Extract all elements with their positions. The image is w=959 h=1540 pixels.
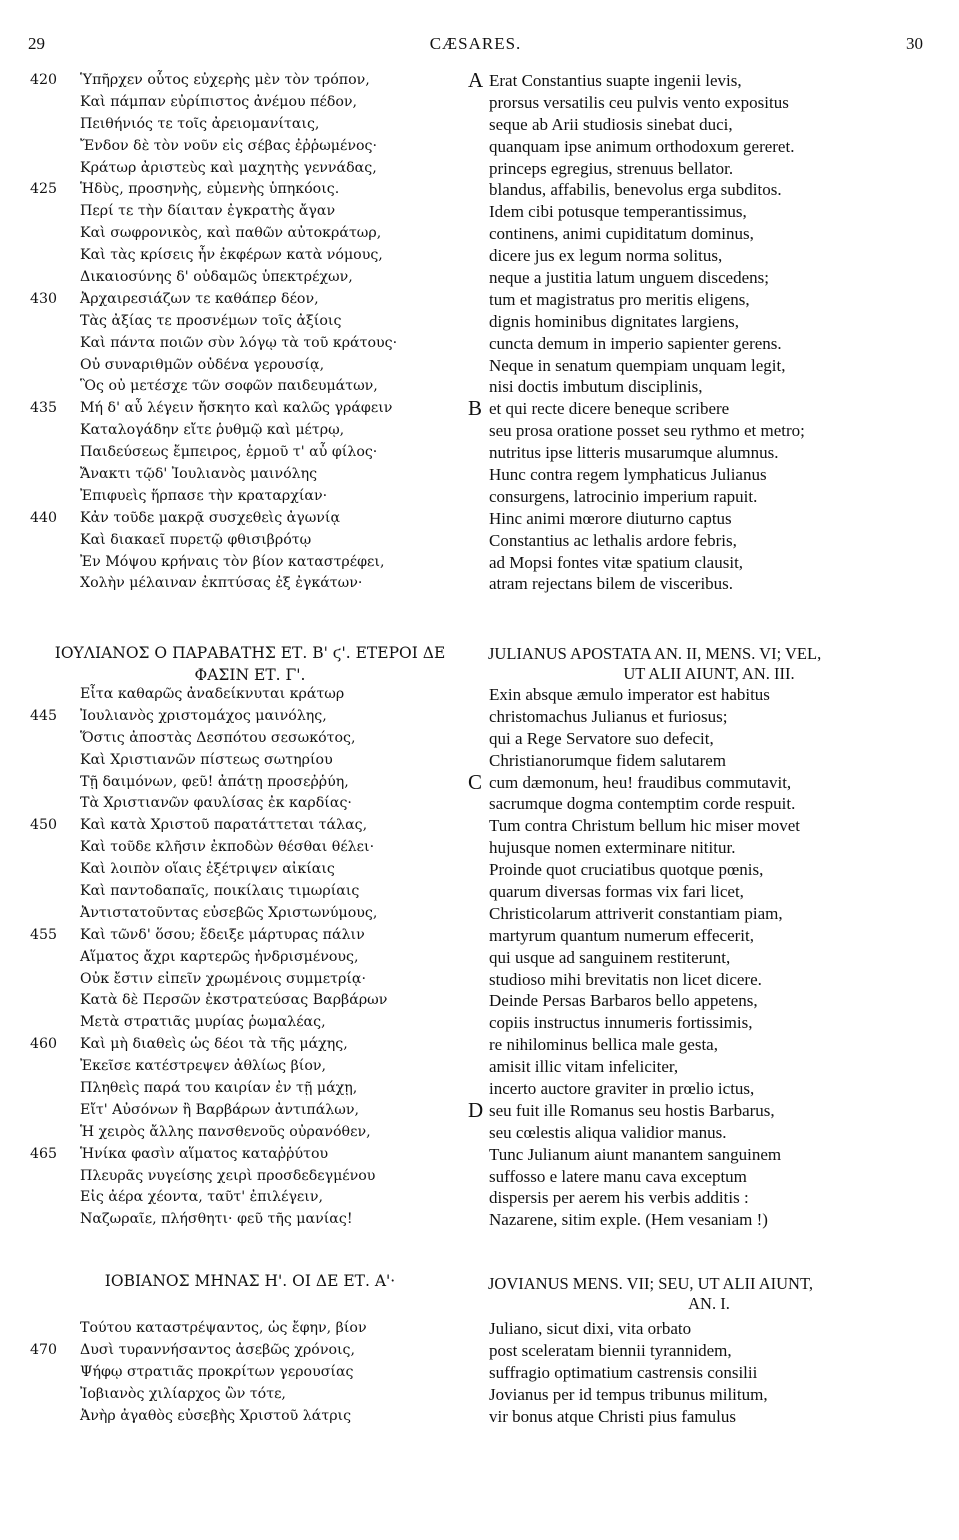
greek-verse-line [30, 990, 470, 1012]
latin-verse-line [470, 684, 930, 706]
greek-section-heading-jovian: ΙΟΒΙΑΝΟΣ ΜΗΝΑΣ Η'. ΟΙ ΔΕ ΕΤ. Α'· [104, 1272, 396, 1290]
greek-verse-line [30, 398, 470, 420]
latin-verse-line [470, 530, 930, 552]
latin-verse-text: hujusque nomen exterminare nititur. [489, 838, 736, 858]
greek-verse-text: Κἀν τοῦδε μακρᾷ συσχεθεὶς ἀγωνίᾳ [80, 509, 341, 526]
greek-verse-text: Εἴτ' Αὐσόνων ἢ Βαρβάρων ἀντιπάλων, [80, 1101, 360, 1118]
latin-verse-text: cuncta demum in imperio sapienter gerens. [489, 333, 782, 353]
latin-verse-line [470, 1144, 930, 1166]
greek-verse-line [30, 1340, 470, 1362]
latin-verse-line [470, 1318, 930, 1340]
latin-verse-text: suffosso e latere manu cava exceptum [489, 1166, 747, 1186]
margin-letter: D [468, 1097, 484, 1122]
greek-verse-text: Καὶ λοιπὸν οἵαις ἐξέτριψεν αἰκίαις [80, 861, 335, 878]
greek-verse-text: Καὶ τοῦδε κλῆσιν ἐκποδὼν θέσθαι θέλει· [80, 839, 375, 856]
latin-verse-line [470, 706, 930, 728]
latin-verse-text: seu cœlestis aliqua validior manus. [489, 1122, 727, 1142]
greek-verse-text: Καὶ πάντα ποιῶν σὺν λόγῳ τὰ τοῦ κράτους· [80, 334, 398, 351]
latin-verse-text: Juliano, sicut dixi, vita orbato [489, 1319, 692, 1338]
greek-verse-line [30, 1078, 470, 1100]
verse-number: 465 [30, 1145, 58, 1162]
greek-verse-text: Πληθεὶς παρά του καιρίαν ἐν τῇ μάχῃ, [80, 1080, 358, 1097]
latin-verse-line [470, 573, 930, 595]
greek-verse-text: Ἐν Μόψου κρήναις τὸν βίον καταστρέφει, [80, 553, 385, 570]
latin-verse-line [470, 1012, 930, 1034]
greek-verse-line [30, 92, 470, 114]
greek-verse-text: Μετὰ στρατιᾶς μυρίας ῥωμαλέας, [80, 1014, 326, 1031]
latin-verse-line [470, 1209, 930, 1231]
margin-letter: C [468, 769, 483, 794]
greek-verse-line [30, 793, 470, 815]
latin-verse-text: et qui recte dicere beneque scribere [489, 399, 730, 419]
greek-verse-block-3 [30, 1318, 470, 1427]
latin-verse-text: vir bonus atque Christi pius famulus [489, 1406, 736, 1426]
greek-verse-text: Αἵματος ἄχρι καρτερῶς ἠνδρισμένους, [80, 948, 359, 965]
greek-verse-line [30, 925, 470, 947]
latin-verse-line [470, 1406, 930, 1428]
latin-verse-text: Constantius ac lethalis ardore febris, [489, 530, 737, 550]
latin-heading-jovian-line2: AN. I. [688, 1294, 730, 1313]
latin-verse-line [470, 990, 930, 1012]
latin-verse-line [470, 881, 930, 903]
greek-verse-line [30, 136, 470, 158]
verse-number: 450 [30, 817, 58, 834]
greek-verse-text: Οὐ συναριθμῶν οὐδένα γερουσίᾳ, [80, 356, 325, 373]
verse-number: 445 [30, 707, 58, 724]
verse-number: 460 [30, 1036, 58, 1053]
greek-verse-line [30, 508, 470, 530]
latin-heading-jovian-line1: JOVIANUS MENS. VII; SEU, UT ALII AIUNT, [488, 1274, 813, 1293]
latin-verse-line [470, 969, 930, 991]
greek-verse-text: Ἐκεῖσε κατέστρεψεν ἀθλίως βίον, [80, 1058, 327, 1075]
greek-verse-text: Παιδεύσεως ἔμπειρος, ἑρμοῦ τ' αὖ φίλος· [80, 444, 378, 461]
latin-verse-text: consurgens, latrocinio imperium rapuit. [489, 486, 758, 506]
greek-verse-text: Κατὰ δὲ Περσῶν ἐκστρατεύσας Βαρβάρων [80, 992, 388, 1009]
latin-verse-text: sacrumque dogma contemptim corde respuit. [489, 794, 796, 814]
latin-verse-text: dignis hominibus dignitates largiens, [489, 311, 739, 331]
greek-verse-text: Ἀρχαιρεσιάζων τε καθάπερ δέον, [80, 290, 319, 307]
verse-number: 455 [30, 926, 58, 943]
latin-verse-block-2 [470, 684, 930, 1231]
latin-verse-text: neque a justitia latum unguem discedens; [489, 268, 769, 288]
greek-verse-line [30, 267, 470, 289]
verse-number: 440 [30, 509, 58, 526]
greek-verse-text: Τῇ δαιμόνων, φεῦ! ἀπάτῃ προσεῤῥύη, [80, 773, 349, 790]
latin-verse-text: martyrum quantum numerum effecerit, [489, 925, 754, 945]
greek-verse-text: Μή δ' αὖ λέγειν ἤσκητο καὶ καλῶς γράφειν [80, 400, 393, 417]
greek-verse-line [30, 969, 470, 991]
greek-section-heading-julian: ΙΟΥΛΙΑΝΟΣ Ο ΠΑΡΑΒΑΤΗΣ ΕΤ. Β' ϛ'. ΕΤΕΡΟΙ ΔΕ ΦΑΣΙΝ ΕΤ. Γ'. [54, 644, 446, 684]
latin-verse-line [470, 398, 930, 420]
latin-verse-line [470, 245, 930, 267]
greek-verse-line [30, 1100, 470, 1122]
latin-verse-line [470, 1362, 930, 1384]
latin-verse-line [470, 355, 930, 377]
latin-verse-text: dispersis per aerem his verbis additis : [489, 1188, 749, 1208]
latin-verse-line [470, 1078, 930, 1100]
latin-verse-text: tum et magistratus pro meritis eligens, [489, 289, 750, 309]
greek-verse-line [30, 179, 470, 201]
greek-verse-line [30, 903, 470, 925]
greek-verse-line [30, 1144, 470, 1166]
latin-verse-line [470, 114, 930, 136]
margin-letter: A [468, 68, 484, 92]
latin-verse-text: copiis instructus innumeris fortissimis, [489, 1013, 753, 1033]
greek-verse-text: Κράτωρ ἀριστεὺς καὶ μαχητὴς γεννάδας, [80, 159, 377, 176]
latin-verse-line [470, 1187, 930, 1209]
latin-verse-text: quanquam ipse animum orthodoxum gereret. [489, 136, 795, 156]
latin-verse-line [470, 333, 930, 355]
latin-verse-line [470, 92, 930, 114]
greek-verse-line [30, 947, 470, 969]
latin-verse-line [470, 837, 930, 859]
greek-verse-text: Ἡνίκα φασὶν αἵματος καταῤῥύτου [80, 1145, 329, 1162]
greek-verse-line [30, 530, 470, 552]
latin-verse-text: qui usque ad sanguinem restiterunt, [489, 947, 731, 967]
greek-verse-text: Ὃς οὐ μετέσχε τῶν σοφῶν παιδευμάτων, [80, 378, 378, 395]
greek-verse-text: Εἰς ἀέρα χέοντα, ταῦτ' ἐπιλέγειν, [80, 1189, 323, 1206]
greek-verse-text: Ἄνακτι τῷδ' Ἰουλιανὸς μαινόλης [80, 466, 318, 483]
latin-verse-line [470, 267, 930, 289]
latin-verse-line [470, 1166, 930, 1188]
latin-verse-text: Erat Constantius suapte ingenii levis, [489, 71, 742, 90]
greek-verse-text: Καὶ τὰς κρίσεις ἦν ἐκφέρων κατὰ νόμους, [80, 247, 383, 264]
verse-number: 430 [30, 290, 58, 307]
latin-verse-text: Neque in senatum quempiam unquam legit, [489, 355, 786, 375]
latin-verse-line [470, 1122, 930, 1144]
greek-verse-line [30, 552, 470, 574]
latin-verse-line [470, 1340, 930, 1362]
latin-verse-line [470, 859, 930, 881]
latin-verse-line [470, 289, 930, 311]
greek-verse-text: Καὶ διακαεῖ πυρετῷ φθισιβρότῳ [80, 531, 312, 548]
latin-verse-text: qui a Rege Servatore suo defecit, [489, 728, 714, 748]
greek-verse-text: Πειθήνιός τε τοῖς ἀρειομανίταις, [80, 115, 320, 132]
running-header [28, 34, 923, 54]
latin-verse-text: Deinde Persas Barbaros bello appetens, [489, 991, 758, 1011]
greek-verse-text: Ἡδὺς, προσηνὴς, εὐμενὴς ὑπηκόοις. [80, 181, 340, 198]
latin-verse-line [470, 815, 930, 837]
greek-verse-line [30, 486, 470, 508]
latin-verse-block-1 [470, 70, 930, 595]
greek-verse-text: Ψήφῳ στρατιᾶς προκρίτων γερουσίας [80, 1363, 354, 1380]
greek-verse-text: Ναζωραῖε, πλήσθητι· φεῦ τῆς μανίας! [80, 1211, 353, 1228]
greek-verse-line [30, 158, 470, 180]
greek-verse-line [30, 311, 470, 333]
latin-verse-text: nisi doctis imbutum disciplinis, [489, 377, 703, 397]
greek-verse-text: Ἰουλιανὸς χριστομάχος μαινόλης, [80, 707, 327, 724]
greek-verse-line [30, 815, 470, 837]
latin-verse-text: amisit illic vitam infeliciter, [489, 1057, 679, 1077]
greek-verse-text: Ὅστις ἀποστὰς Δεσπότου σεσωκότος, [80, 729, 356, 746]
latin-verse-text: dicere jus ex legum norma solitus, [489, 246, 723, 266]
greek-verse-text: Τούτου καταστρέψαντος, ὡς ἔφην, βίον [80, 1320, 367, 1336]
latin-verse-line [470, 179, 930, 201]
greek-verse-text: Ἀντιστατοῦντας εὐσεβῶς Χριστωνύμους, [80, 904, 378, 921]
right-page-number: 30 [906, 34, 923, 53]
running-title: CÆSARES. [429, 34, 522, 53]
latin-verse-line [470, 464, 930, 486]
greek-verse-line [30, 859, 470, 881]
latin-verse-line [470, 376, 930, 398]
latin-verse-text: seu prosa oratione posset seu rythmo et metro; [489, 421, 805, 441]
greek-verse-line [30, 1122, 470, 1144]
latin-verse-text: seque ab Arii studiosis sinebat duci, [489, 114, 733, 134]
greek-verse-text: Καὶ πάμπαν εὐρίπιστος ἀνέμου πέδον, [80, 93, 358, 110]
latin-verse-text: cum dæmonum, heu! fraudibus commutavit, [489, 772, 792, 792]
greek-verse-line [30, 837, 470, 859]
latin-verse-line [470, 508, 930, 530]
latin-verse-line [470, 925, 930, 947]
left-page-number: 29 [28, 34, 45, 53]
latin-verse-text: Exin absque æmulo imperator est habitus [489, 685, 770, 704]
greek-verse-line [30, 1056, 470, 1078]
latin-verse-line [470, 311, 930, 333]
margin-letter: B [468, 396, 483, 421]
greek-verse-text: Καὶ μὴ διαθεὶς ὡς δέοι τὰ τῆς μάχης, [80, 1036, 348, 1053]
verse-number: 435 [30, 400, 58, 417]
greek-verse-line [30, 1209, 470, 1231]
latin-verse-text: prorsus versatilis ceu pulvis vento expositus [489, 92, 789, 112]
greek-verse-text: Πλευρᾶς νυγείσης χειρὶ προσδεδεγμένου [80, 1167, 376, 1184]
latin-verse-text: Jovianus per id tempus tribunus militum, [489, 1384, 768, 1404]
greek-verse-line [30, 464, 470, 486]
latin-verse-line [470, 903, 930, 925]
greek-verse-line [30, 881, 470, 903]
greek-verse-text: Τὰ Χριστιανῶν φαυλίσας ἐκ καρδίας· [80, 795, 352, 812]
latin-verse-text: post sceleratam biennii tyrannidem, [489, 1340, 732, 1360]
greek-verse-line [30, 114, 470, 136]
greek-verse-line [30, 684, 470, 706]
greek-verse-text: Χολὴν μέλαιναν ἐκπτύσας ἐξ ἐγκάτων· [80, 575, 363, 592]
latin-verse-line [470, 793, 930, 815]
latin-verse-line [470, 1034, 930, 1056]
latin-verse-line [470, 552, 930, 574]
latin-section-heading-julian [470, 644, 930, 684]
greek-verse-line [30, 201, 470, 223]
latin-verse-text: re nihilominus bellica male gesta, [489, 1035, 718, 1055]
greek-verse-line [30, 289, 470, 311]
verse-number: 470 [30, 1341, 58, 1358]
latin-verse-text: nutritus ipse litteris musarumque alumnus. [489, 443, 779, 463]
greek-verse-text: Ἰοβιανὸς χιλίαρχος ὢν τότε, [80, 1385, 286, 1402]
latin-verse-line [470, 947, 930, 969]
latin-verse-text: seu fuit ille Romanus seu hostis Barbarus, [489, 1100, 775, 1120]
greek-verse-line [30, 1362, 470, 1384]
greek-verse-line [30, 1318, 470, 1340]
greek-verse-line [30, 1384, 470, 1406]
latin-verse-line [470, 158, 930, 180]
latin-verse-line [470, 1384, 930, 1406]
greek-verse-text: Καὶ παντοδαπαῖς, ποικίλαις τιμωρίαις [80, 883, 360, 900]
latin-verse-text: quarum diversas formas vix fari licet, [489, 882, 744, 902]
latin-verse-line [470, 728, 930, 750]
latin-verse-text: Hunc contra regem lymphaticus Julianus [489, 465, 767, 485]
latin-verse-text: Tunc Julianum aiunt manantem sanguinem [489, 1144, 782, 1164]
greek-verse-text: Περί τε τὴν δίαιταν ἐγκρατὴς ἄγαν [80, 203, 336, 220]
greek-verse-block-2 [30, 684, 470, 1231]
latin-heading-julian-line2: UT ALII AIUNT, AN. III. [623, 664, 795, 683]
latin-verse-line [470, 750, 930, 772]
greek-verse-text: Ἀνὴρ ἀγαθὸς εὐσεβὴς Χριστοῦ λάτρις [80, 1407, 352, 1424]
greek-verse-line [30, 355, 470, 377]
greek-verse-text: Δικαιοσύνης δ' οὐδαμῶς ὑπεκτρέχων, [80, 269, 353, 286]
latin-verse-text: incerto auctore graviter in prœlio ictus, [489, 1079, 755, 1099]
greek-verse-text: Καὶ σωφρονικὸς, καὶ παθῶν αὐτοκράτωρ, [80, 225, 382, 242]
greek-verse-text: Καταλογάδην εἴτε ῥυθμῷ καὶ μέτρῳ, [80, 422, 345, 439]
latin-verse-line [468, 769, 930, 794]
greek-verse-text: Ὑπῆρχεν οὗτος εὐχερὴς μὲν τὸν τρόπον, [80, 72, 370, 88]
greek-verse-text: Καὶ τῶνδ' ὅσου; ἔδειξε μάρτυρας πάλιν [80, 926, 365, 943]
greek-verse-line [30, 1012, 470, 1034]
greek-verse-line [30, 70, 470, 92]
greek-verse-text: Καὶ κατὰ Χριστοῦ παρατάττεται τάλας, [80, 817, 368, 834]
latin-verse-text: princeps egregius, strenuus bellator. [489, 158, 734, 178]
latin-verse-text: suffragio optimatium castrensis consilii [489, 1362, 758, 1382]
latin-verse-text: Nazarene, sitim exple. (Hem vesaniam !) [489, 1210, 768, 1230]
greek-verse-text: Καὶ Χριστιανῶν πίστεως σωτηρίου [80, 751, 333, 768]
greek-verse-line [30, 420, 470, 442]
latin-section-heading-jovian [470, 1274, 930, 1314]
greek-verse-text: Δυσὶ τυραννήσαντος ἀσεβῶς χρόνοις, [80, 1341, 356, 1358]
latin-verse-text: ad Mopsi fontes vitæ spatium clausit, [489, 552, 744, 572]
greek-verse-line [30, 1034, 470, 1056]
greek-verse-line [30, 442, 470, 464]
latin-verse-text: studioso mihi brevitatis non licet dicere. [489, 969, 762, 989]
greek-verse-line [30, 223, 470, 245]
greek-verse-text: Οὐκ ἔστιν εἰπεῖν χρωμένοις συμμετρίᾳ· [80, 970, 366, 987]
latin-verse-text: Idem cibi potusque temperantissimus, [489, 202, 747, 222]
greek-verse-line [30, 333, 470, 355]
verse-number: 425 [30, 181, 58, 198]
greek-verse-text: Ἔνδον δὲ τὸν νοῦν εἰς σέβας ἐῤῥωμένος· [80, 137, 377, 154]
greek-verse-line [30, 772, 470, 794]
latin-heading-julian-line1: JULIANUS APOSTATA AN. II, MENS. VI; VEL, [488, 644, 822, 663]
latin-verse-line [470, 486, 930, 508]
latin-verse-text: blandus, affabilis, benevolus erga subditos. [489, 180, 782, 200]
greek-verse-text: Ἡ χειρὸς ἄλλης πανσθενοῦς οὐρανόθεν, [80, 1123, 371, 1140]
latin-verse-text: christomachus Julianus et furiosus; [489, 706, 728, 726]
latin-verse-line [470, 201, 930, 223]
greek-verse-line [30, 1406, 470, 1428]
verse-number: 420 [30, 72, 58, 88]
latin-verse-text: Proinde quot cruciatibus quotque pœnis, [489, 860, 764, 880]
greek-verse-line [30, 376, 470, 398]
latin-verse-text: Christicolarum attriverit constantiam piam, [489, 903, 783, 923]
greek-verse-text: Τὰς ἀξίας τε προσνέμων τοῖς ἀξίοις [80, 312, 342, 329]
latin-verse-text: continens, animi cupiditatum dominus, [489, 224, 754, 244]
latin-verse-line [470, 223, 930, 245]
greek-verse-line [30, 728, 470, 750]
latin-verse-line [470, 420, 930, 442]
greek-verse-block-1 [30, 70, 470, 595]
greek-verse-line [30, 706, 470, 728]
greek-verse-line [30, 1187, 470, 1209]
greek-verse-line [30, 750, 470, 772]
latin-verse-text: Tum contra Christum bellum hic miser movet [489, 816, 801, 836]
greek-verse-line [30, 245, 470, 267]
latin-verse-line [470, 442, 930, 464]
latin-verse-text: atram rejectans bilem de visceribus. [489, 574, 734, 594]
greek-verse-line [30, 1166, 470, 1188]
latin-verse-line [470, 1056, 930, 1078]
latin-verse-line [470, 70, 930, 92]
greek-verse-text: Εἶτα καθαρῶς ἀναδείκνυται κράτωρ [80, 686, 345, 702]
greek-verse-text: Ἐπιφυεὶς ἥρπασε τὴν κραταρχίαν· [80, 487, 328, 504]
latin-verse-block-3 [470, 1318, 930, 1427]
latin-verse-line [470, 136, 930, 158]
latin-verse-text: Hinc animi mœrore diuturno captus [489, 508, 732, 528]
greek-verse-line [30, 573, 470, 595]
latin-verse-text: Christianorumque fidem salutarem [489, 750, 726, 770]
latin-verse-line [468, 1097, 930, 1122]
